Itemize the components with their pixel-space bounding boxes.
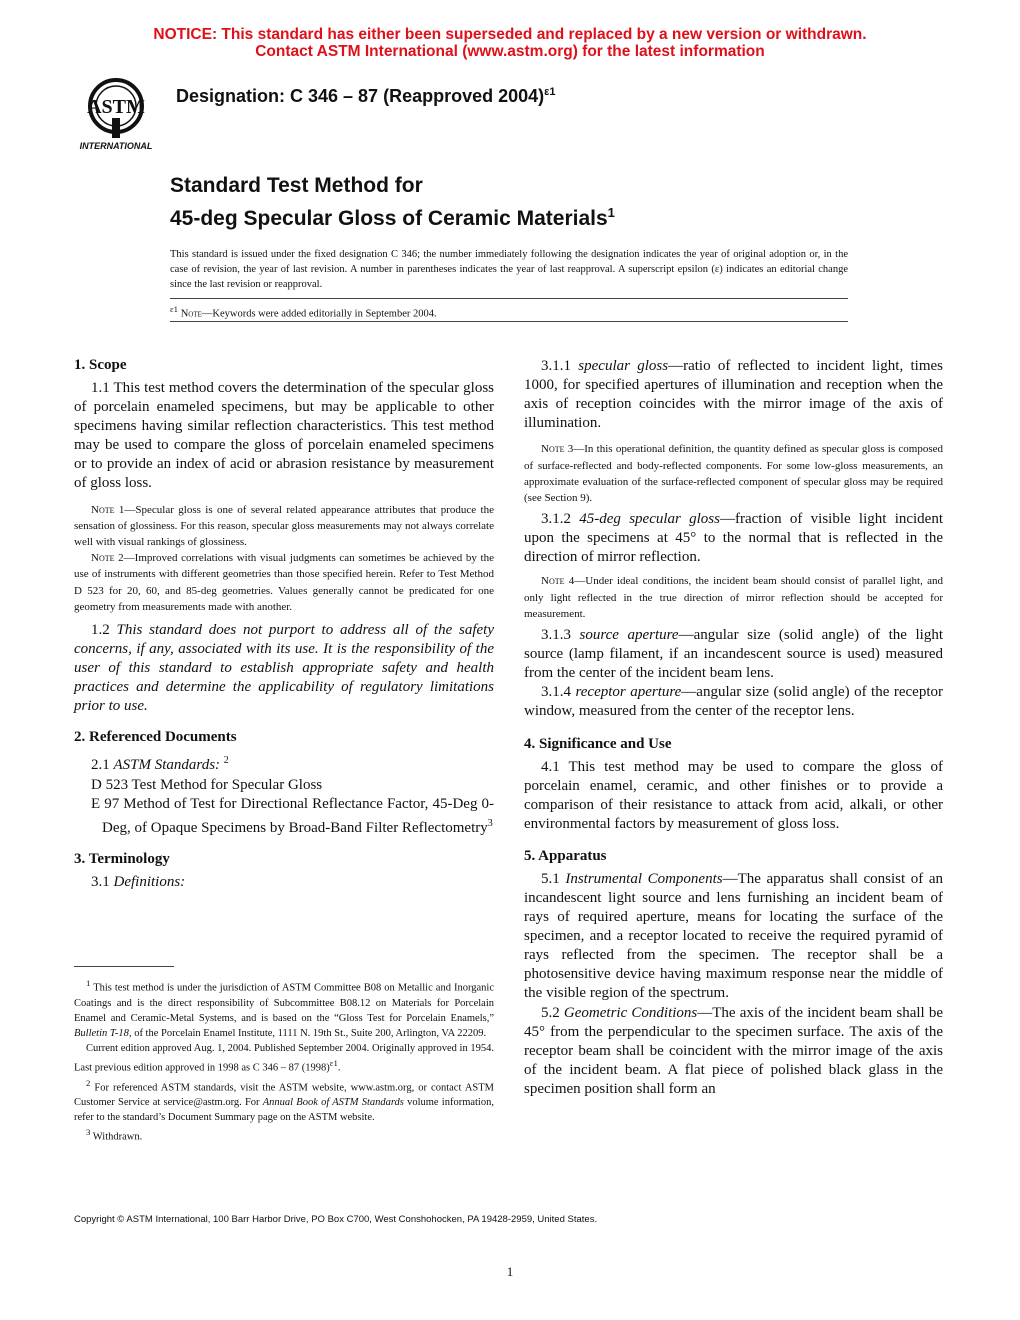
ref-d523: D 523 Test Method for Specular Gloss <box>91 776 323 793</box>
divider <box>170 321 848 322</box>
left-column <box>74 357 494 892</box>
para-2-1: 2.1 ASTM Standards: $^2$ <box>91 755 229 774</box>
notice-line-1: NOTICE: This standard has either been superseded and replaced by a new version or withdrawn. <box>153 26 867 43</box>
section-heading-scope: 1. Scope <box>74 357 127 373</box>
note-3: Note 3—In this operational definition, the quantity defined as specular gloss is composed of surface-reflected and body-reflected components. For some low-gloss measurements, an approximate evaluation of the surface-reflected component of specular gloss may be required (see Section 9). <box>524 443 943 504</box>
document-title <box>170 172 615 232</box>
footnote-1-edition: Current edition approved Aug. 1, 2004. Published September 2004. Originally approved in 1954. Last previous edition approved in 1998 as C 346 – 87 $(1998)^{\varepsilon 1}$. <box>74 1042 494 1074</box>
logo-subtitle: INTERNATIONAL <box>79 141 153 151</box>
notice-line-2: Contact ASTM International (www.astm.org) for the latest information <box>255 43 765 60</box>
logo-letters: ASTM <box>87 96 145 118</box>
para-3-1-2: 3.1.2 45-deg specular gloss—fraction of visible light incident upon the specimens at 45° to the normal that is reflected in the direction of mirror reflection. <box>524 511 944 566</box>
epsilon-note: $^{\varepsilon 1}$ Note—Keywords were added editorially in September 2004. <box>170 304 437 320</box>
para-3-1-3: 3.1.3 source aperture—angular size (solid angle) of the light source (lamp filament, if an incandescent source is used) measured from the center of the incident beam lens. <box>524 627 943 682</box>
divider <box>170 298 848 299</box>
footnote-2: $^2$ For referenced ASTM standards, visit the ASTM website, www.astm.org, or contact ASTM Customer Service at service@astm.org. For Annual Book of ASTM Standards volume information, refer to the standard’s Document Summary page on the ASTM website. <box>74 1077 494 1124</box>
para-1-1: 1.1 This test method covers the determination of the specular gloss of porcelain enameled specimens, but may be applicable to other specimens having similar reflection characteristics. This test method may be used to compare the gloss of porcelain enameled specimens or to provide an index of acid or abrasion resistance by measurement of gloss loss. <box>74 380 494 492</box>
section-heading-apparatus: 5. Apparatus <box>524 847 607 864</box>
page-number: 1 <box>506 1264 514 1279</box>
section-heading-terminology: 3. Terminology <box>74 850 170 867</box>
title-line-2: 45-deg Specular Gloss of Ceramic Materials$^1$ <box>170 205 615 230</box>
designation-sup: ε1 <box>544 86 556 98</box>
para-5-2: 5.2 Geometric Conditions—The axis of the incident beam shall be 45° from the perpendicular to the specimen surface. The axis of the receptor beam shall be coincident with the mirror image of the axis of the incident beam. A flat piece of polished black glass in the specimen position shall form an <box>524 1004 944 1097</box>
para-3-1-1: 3.1.1 specular gloss—ratio of reflected to incident light, times 1000, for specified apertures of illumination and reception when the axis of reception coincides with the mirror image of the axis of illumination. <box>524 358 944 432</box>
para-5-1: 5.1 Instrumental Components—The apparatus shall consist of an incandescent light source and lens furnishing an incident beam of rays of required aperture, means for locating the surface of the specimen, and a receptor located to receive the required pyramid of rays reflected from the specimen. The receptor shall be a photosensitive device having maximum response near the middle of the visible region of the spectrum. <box>524 870 943 1002</box>
para-4-1: 4.1 This test method may be used to compare the gloss of porcelain enamel, ceramic, and other finishes or to provide a comparison of their resistance to attack from acid, alkali, or other environmental factors by measurement of gloss loss. <box>524 758 943 832</box>
astm-logo <box>72 74 160 154</box>
footnote-divider <box>74 966 174 967</box>
note-1: Note 1—Specular gloss is one of several related appearance attributes that produce the sensation of glossiness. For this reason, specular gloss measurements may not always correlate well with visual rankings of glossiness. <box>74 503 494 548</box>
footnote-3: $^3$ Withdrawn. <box>86 1127 143 1143</box>
para-1-2: 1.2 This standard does not purport to address all of the safety concerns, if any, associated with its use. It is the responsibility of the user of this standard to establish appropriate safety and health practices and determine the applicability of regulatory limitations prior to use. <box>74 621 495 715</box>
footnotes <box>74 976 494 1145</box>
ref-e97: E 97 Method of Test for Directional Reflectance Factor, 45-Deg 0-Deg, of Opaque Specimens by Broad-Band Filter Reflectometry$^3$ <box>91 795 494 836</box>
superseded-notice <box>0 26 1020 60</box>
right-column <box>524 357 943 1099</box>
section-heading-referenced: 2. Referenced Documents <box>74 729 237 746</box>
para-3-1-4: 3.1.4 receptor aperture—angular size (solid angle) of the receptor window, measured from the center of the receptor lens. <box>524 684 943 720</box>
note-2: Note 2—Improved correlations with visual judgments can sometimes be achieved by the use of instruments with different geometries than those specified herein. Refer to Test Method D 523 for 20, 60, and 85-deg geometries. Values generally cannot be predicated for one geometry from measurements made with another. <box>74 552 494 613</box>
title-line-1: Standard Test Method for <box>170 174 423 197</box>
designation: Designation: C 346 – 87 (Reapproved 2004)$^{\varepsilon 1}$ <box>176 86 556 106</box>
issuance-statement: This standard is issued under the fixed designation C 346; the number immediately following the designation indicates the year of original adoption or, in the case of revision, the year of last revision. A number in parentheses indicates the year of last reapproval. A superscript epsilon (ε) indicates an editorial change since the last revision or reapproval. <box>170 249 848 290</box>
note-4: Note 4—Under ideal conditions, the incident beam should consist of parallel light, and only light reflected in the true direction of mirror reflection should be accepted for measurement. <box>524 575 943 620</box>
para-3-1: 3.1 Definitions: <box>91 873 186 890</box>
section-heading-significance: 4. Significance and Use <box>524 735 672 752</box>
footnote-1: $^1$ This test method is under the jurisdiction of ASTM Committee B08 on Metallic and Inorganic Coatings and is the direct responsibility of Subcommittee B08.12 on Materials for Porcelain Enamel and Ceramic-Metal Systems, and is based on the “Gloss Test for Porcelain Enamels,” Bulletin T-18, of the Porcelain Enamel Institute, 1111 N. 19th St., Suite 200, Arlington, VA 22209. <box>74 978 494 1039</box>
copyright: Copyright © ASTM International, 100 Barr Harbor Drive, PO Box C700, West Conshohocken, PA 19428-2959, United States. <box>74 1214 598 1225</box>
